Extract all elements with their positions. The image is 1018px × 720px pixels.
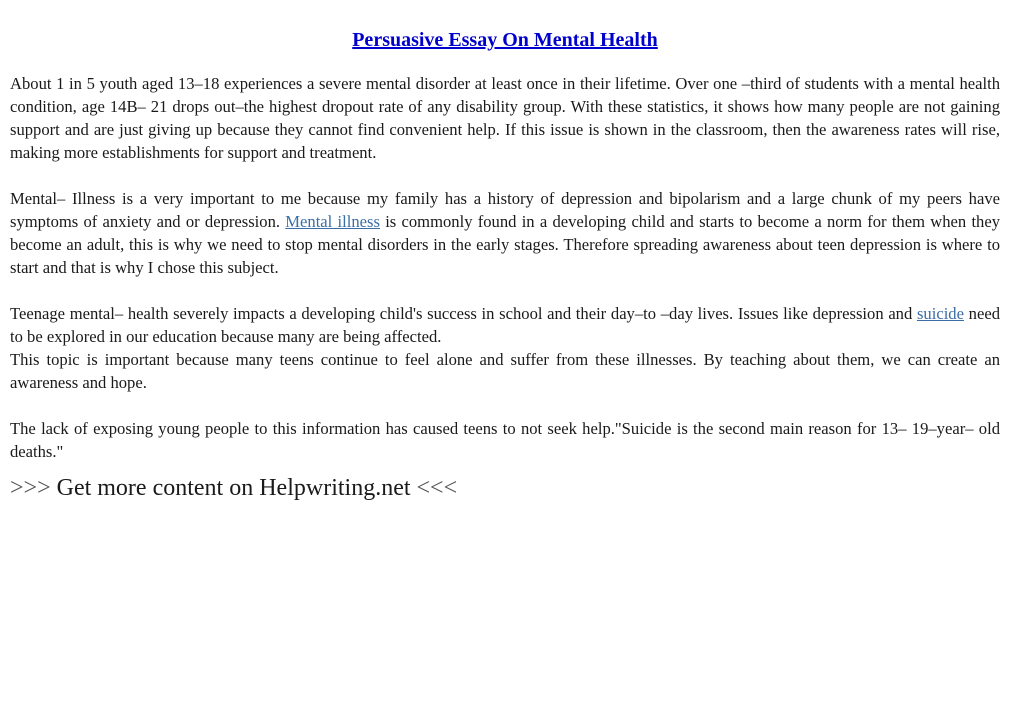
paragraph-importance: This topic is important because many teens continue to feel alone and suffer from these illnesses. By teaching about them, we can create an awareness and hope. <box>10 350 1000 392</box>
cta-text: Get more content on Helpwriting.net <box>50 475 417 501</box>
paragraph-impact-text-end: need to be explored in our education because many are being affected. <box>10 304 1000 346</box>
page-title <box>10 28 1000 52</box>
paragraph-personal <box>10 187 1000 279</box>
paragraph-statistics: About 1 in 5 youth aged 13–18 experiences a severe mental disorder at least once in their lifetime. Over one –third of students with a mental health condition, age 14B– 21 drops out–the highest dropout rate of any disability group. With these statistics, it shows how many people are not gaining support and are just giving up because they cannot find convenient help. If this issue is shown in the classroom, then the awareness rates will rise, making more establishments for support and treatment. <box>10 74 1000 162</box>
cta-prefix-arrows: >>> <box>10 475 51 501</box>
mental-illness-link[interactable]: Mental illness <box>285 212 380 231</box>
paragraph-impact-text-start: Teenage mental– health severely impacts a developing child's success in school and their day–to –day lives. Issues like depression and <box>10 304 917 323</box>
suicide-link[interactable]: suicide <box>916 304 964 323</box>
paragraph-conclusion: The lack of exposing young people to this information has caused teens to not seek help."Suicide is the second main reason for 13– 19–year– old deaths." <box>10 419 1000 461</box>
paragraph-personal-text-start: Mental– Illness is a very important to me because my family has a history of depression and bipolarism and a large chunk of my peers have symptoms of anxiety and or depression. <box>10 189 1000 231</box>
paragraph-impact <box>10 302 1000 348</box>
cta-suffix-arrows: <<< <box>416 475 458 501</box>
document-page <box>10 0 1000 503</box>
title-link[interactable]: Persuasive Essay On Mental Health <box>352 29 658 51</box>
paragraph-personal-text-end: is commonly found in a developing child and starts to become a norm for them when they become an adult, this is why we need to stop mental disorders in the early stages. Therefore spreading awareness about teen depression is where to start and that is why I chose this subject. <box>10 212 1001 277</box>
more-content-banner <box>10 473 1000 503</box>
